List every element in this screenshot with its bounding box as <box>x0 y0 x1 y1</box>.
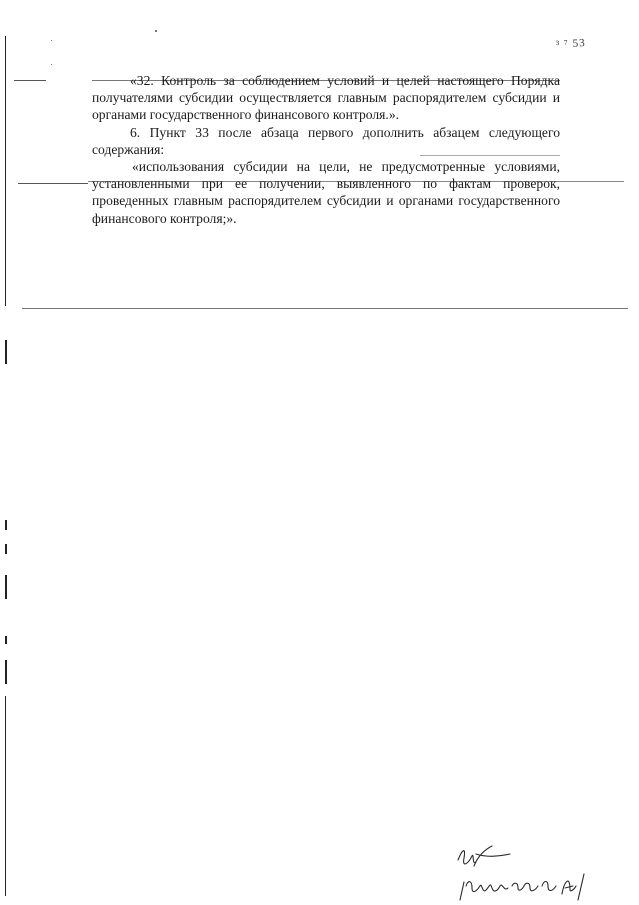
scan-margin-mark <box>5 544 7 554</box>
scan-speck <box>51 40 52 41</box>
paragraph-quote: «использования субсидии на цели, не предусмотренные условиями, установленными при ее получении, выявленного по фактам проверок, проведенных главным распорядителем субсидии и органами государственного финансового контроля;». <box>92 159 560 226</box>
page-number-mark: ³ ⁷ 53 <box>555 36 587 52</box>
scan-line <box>18 183 88 184</box>
scan-margin-mark <box>5 340 7 364</box>
scan-margin-mark <box>5 696 6 896</box>
scan-margin-mark <box>5 36 6 306</box>
scan-line <box>14 80 46 81</box>
scan-margin-mark <box>5 575 7 599</box>
paragraph-item-6: 6. Пункт 33 после абзаца первого дополнить абзацем следующего содержания: <box>92 124 560 157</box>
scan-speck <box>155 30 157 32</box>
scan-margin-mark <box>5 520 7 530</box>
handwritten-signature <box>452 842 592 902</box>
scan-margin-mark <box>5 660 7 684</box>
document-body <box>92 72 560 227</box>
scan-margin-mark <box>5 636 7 644</box>
scan-line <box>22 308 628 309</box>
paragraph-item-32: «32. Контроль за соблюдением условий и целей настоящего Порядка получателями субсидии осуществляется главным распорядителем субсидии и органами государственного финансового контроля.». <box>92 73 560 123</box>
scan-speck <box>51 64 52 65</box>
